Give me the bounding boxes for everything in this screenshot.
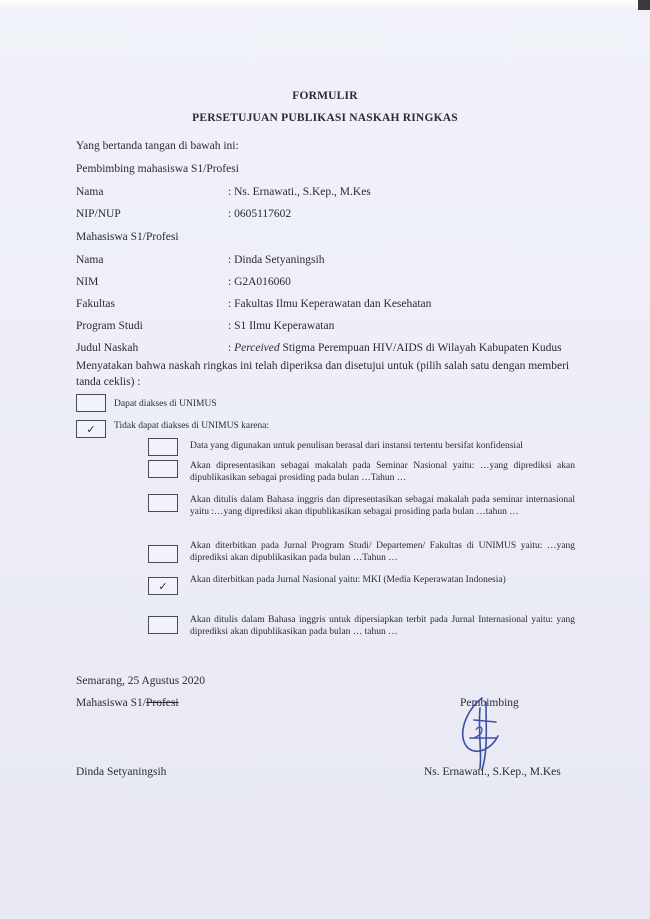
student-role-struck: Profesi <box>145 697 179 709</box>
field-value: : Ns. Ernawati., S.Kep., M.Kes <box>228 186 371 198</box>
judul-italic: Perceived <box>234 342 280 354</box>
field-value: : G2A016060 <box>228 276 291 288</box>
field-value: : 0605117602 <box>228 208 292 220</box>
field-value: : Dinda Setyaningsih <box>228 254 325 266</box>
field-value: : S1 Ilmu Keperawatan <box>228 320 335 332</box>
choice-checkbox-not-accessible[interactable] <box>76 420 106 438</box>
check-mark-icon: ✓ <box>86 423 96 436</box>
reason-checkbox[interactable] <box>148 438 178 456</box>
reason-text: Akan ditulis dalam Bahasa inggris untuk dipersiapkan terbit pada Jurnal Internasional yaitu: yang diprediksi akan dipublikasikan pada bulan … tahun … <box>190 615 575 637</box>
judul-prefix: : <box>228 342 235 354</box>
advisor-signature <box>452 692 512 772</box>
choice-checkbox-accessible[interactable] <box>76 394 106 412</box>
field-label: Judul Naskah <box>76 342 139 354</box>
field-label: Nama <box>76 254 104 266</box>
approval-statement: Menyatakan bahwa naskah ringkas ini telah diperiksa dan disetujui untuk (pilih salah satu dengan memberi tanda ceklis) : <box>76 360 570 388</box>
intro-text: Yang bertanda tangan di bawah ini: <box>76 140 239 152</box>
field-label: Fakultas <box>76 298 115 310</box>
judul-rest: Stigma Perempuan HIV/AIDS di Wilayah Kabupaten Kudus <box>279 342 562 354</box>
field-label: NIP/NUP <box>76 208 121 220</box>
reason-checkbox[interactable] <box>148 616 178 634</box>
choice-label-not-accessible: Tidak dapat diakses di UNIMUS karena: <box>114 421 270 431</box>
student-role-main: Mahasiswa S1/ <box>76 697 146 709</box>
page-top-edge <box>0 0 650 8</box>
student-name: Dinda Setyaningsih <box>76 766 167 778</box>
reason-checkbox[interactable] <box>148 494 178 512</box>
form-title: FORMULIR <box>292 90 358 102</box>
reason-text: Akan diterbitkan pada Jurnal Program Studi/ Departemen/ Fakultas di UNIMUS yaitu: …yang diprediksi akan dipublikasikan pada bulan …Tahun … <box>190 541 575 563</box>
field-value: : Fakultas Ilmu Keperawatan dan Kesehatan <box>228 298 432 310</box>
advisor-name: Ns. Ernawati., S.Kep., M.Kes <box>424 766 561 778</box>
field-label: Nama <box>76 186 104 198</box>
pembimbing-section-heading: Pembimbing mahasiswa S1/Profesi <box>76 163 239 175</box>
advisor-role: Pembimbing <box>460 697 519 709</box>
reason-text: Akan diterbitkan pada Jurnal Nasional yaitu: MKI (Media Keperawatan Indonesia) <box>190 575 506 585</box>
reason-checkbox[interactable] <box>148 545 178 563</box>
check-mark-icon: ✓ <box>158 580 168 593</box>
check-mark-icon <box>77 395 105 411</box>
reason-text: Akan dipresentasikan sebagai makalah pada Seminar Nasional yaitu: …yang diprediksi akan dipublikasikan sebagai prosiding pada bulan …Tahun … <box>190 461 575 483</box>
form-subtitle: PERSETUJUAN PUBLIKASI NASKAH RINGKAS <box>192 112 458 124</box>
field-value <box>228 342 562 354</box>
reason-checkbox[interactable] <box>148 460 178 478</box>
student-role <box>76 697 179 709</box>
choice-label-accessible: Dapat diakses di UNIMUS <box>114 399 217 409</box>
reason-text: Data yang digunakan untuk penulisan berasal dari instansi tertentu bersifat konfidensial <box>190 441 523 451</box>
reason-checkbox-checked[interactable] <box>148 577 178 595</box>
reason-text: Akan ditulis dalam Bahasa inggris dan dipresentasikan sebagai makalah pada seminar internasional yaitu :…yang diprediksi akan dipublikasikan sebagai prosiding pada bulan …tahun … <box>190 495 575 517</box>
place-date: Semarang, 25 Agustus 2020 <box>76 675 206 687</box>
mahasiswa-section-heading: Mahasiswa S1/Profesi <box>76 231 179 243</box>
page-corner-shadow <box>638 0 650 10</box>
field-label: NIM <box>76 276 99 288</box>
field-label: Program Studi <box>76 320 143 332</box>
